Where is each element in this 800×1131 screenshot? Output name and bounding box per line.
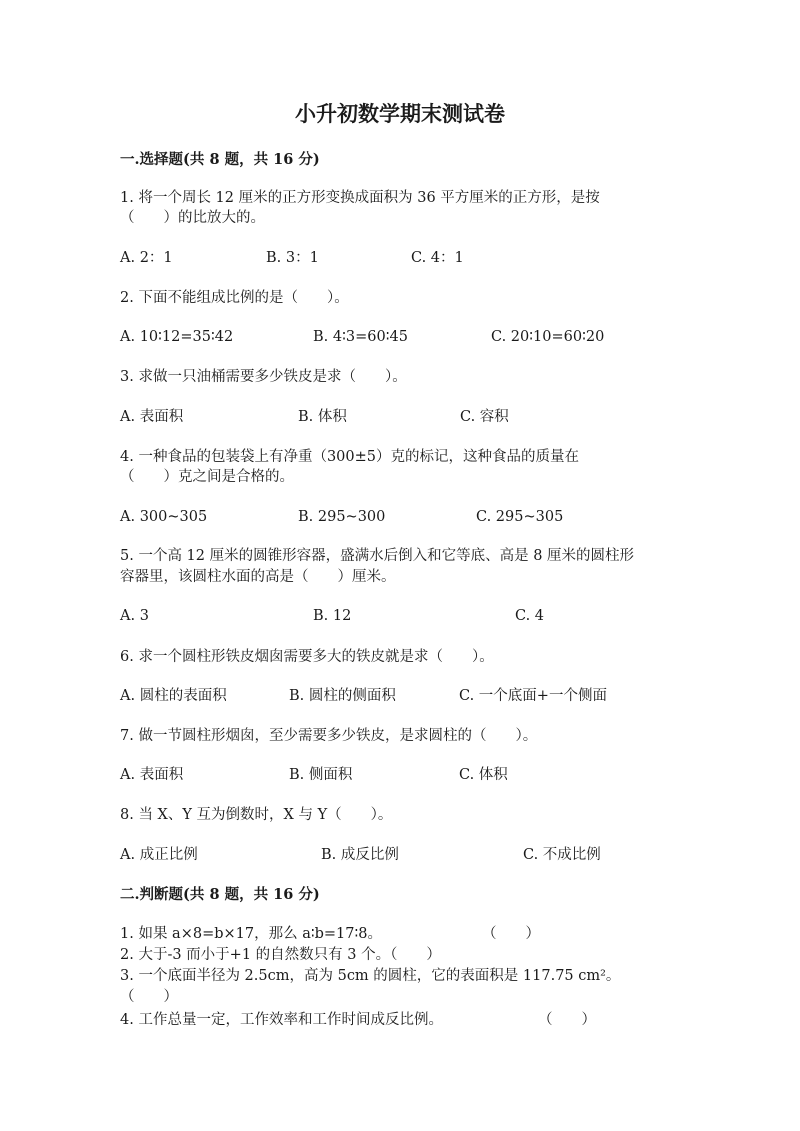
question-4-line-2: （ ）克之间是合格的。 [120,469,294,485]
question-6-option-a: A. 圆柱的表面积 [120,688,227,704]
question-3-line-1: 3. 求做一只油桶需要多少铁皮是求（ ）。 [120,369,407,385]
question-6-line-1: 6. 求一个圆柱形铁皮烟囱需要多大的铁皮就是求（ ）。 [120,649,494,665]
judgment-2-text: 2. 大于-3 而小于+1 的自然数只有 3 个。（ ） [120,947,441,963]
question-2-option-b: B. 4∶3=60∶45 [313,329,408,345]
question-8-option-c: C. 不成比例 [523,847,601,863]
question-6-option-b: B. 圆柱的侧面积 [289,688,396,704]
judgment-4-text: 4. 工作总量一定，工作效率和工作时间成反比例。 [120,1012,443,1028]
question-5-line-2: 容器里，该圆柱水面的高是（ ）厘米。 [120,569,396,585]
page-title: 小升初数学期末测试卷 [295,101,505,126]
question-2-line-1: 2. 下面不能组成比例的是（ ）。 [120,290,349,306]
question-3-option-c: C. 容积 [460,409,509,425]
question-7-option-a: A. 表面积 [120,767,184,783]
question-5-option-b: B. 12 [313,608,352,624]
question-5-option-a: A. 3 [120,608,149,624]
question-8-line-1: 8. 当 X、Y 互为倒数时，X 与 Y（ ）。 [120,807,393,823]
question-1-line-2: （ ）的比放大的。 [120,210,265,226]
question-1-line-1: 1. 将一个周长 12 厘米的正方形变换成面积为 36 平方厘米的正方形，是按 [120,190,600,206]
question-3-option-a: A. 表面积 [120,409,184,425]
question-5-option-c: C. 4 [515,608,545,624]
question-4-option-b: B. 295~300 [298,509,386,525]
question-7-option-b: B. 侧面积 [289,767,353,783]
question-7-option-c: C. 体积 [459,767,508,783]
section-heading-choice: 一.选择题(共 8 题，共 16 分) [120,151,320,168]
question-4-option-a: A. 300~305 [120,509,208,525]
question-8-option-a: A. 成正比例 [120,847,198,863]
question-8-option-b: B. 成反比例 [321,847,399,863]
judgment-3-text: 3. 一个底面半径为 2.5cm，高为 5cm 的圆柱，它的表面积是 117.75 cm²。 [120,968,621,984]
question-1-option-b: B. 3：1 [266,250,319,266]
question-2-option-a: A. 10∶12=35∶42 [120,329,234,345]
question-2-option-c: C. 20∶10=60∶20 [491,329,605,345]
question-6-option-c: C. 一个底面+一个侧面 [459,688,607,704]
question-5-line-1: 5. 一个高 12 厘米的圆锥形容器，盛满水后倒入和它等底、高是 8 厘米的圆柱形 [120,548,635,564]
question-3-option-b: B. 体积 [298,409,347,425]
section-heading-judgment: 二.判断题(共 8 题，共 16 分) [120,886,320,903]
judgment-3-blank: （ ） [120,989,178,1005]
judgment-1-text: 1. 如果 a×8=b×17，那么 a∶b=17∶8。 [120,926,383,942]
question-4-line-1: 4. 一种食品的包装袋上有净重（300±5）克的标记，这种食品的质量在 [120,449,579,465]
judgment-1-blank: （ ） [482,926,540,942]
judgment-4-blank: （ ） [538,1012,596,1028]
question-1-option-a: A. 2：1 [120,250,173,266]
question-4-option-c: C. 295~305 [476,509,564,525]
question-7-line-1: 7. 做一节圆柱形烟囱，至少需要多少铁皮，是求圆柱的（ ）。 [120,728,538,744]
question-1-option-c: C. 4：1 [411,250,464,266]
